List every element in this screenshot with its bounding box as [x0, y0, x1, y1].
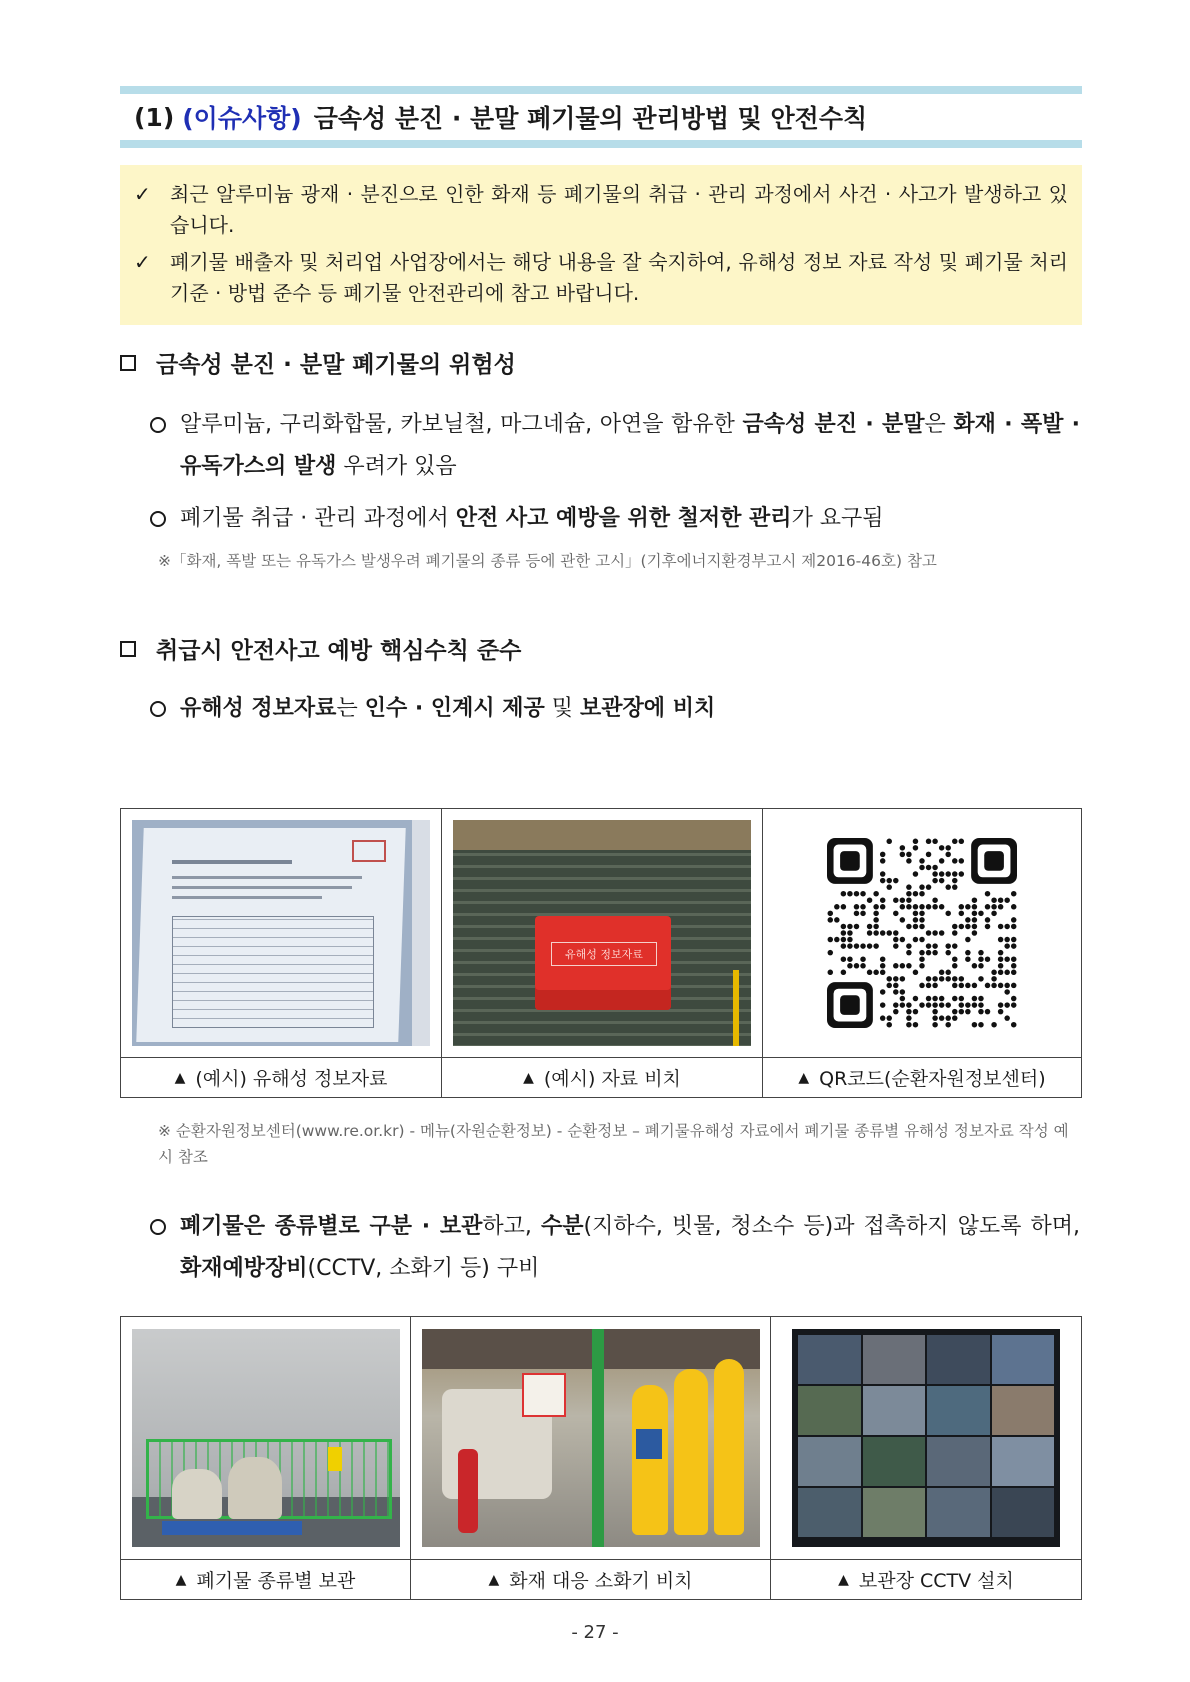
- bullet-hazard-materials: [150, 404, 1080, 488]
- title-bottom-rule: [120, 140, 1082, 148]
- triangle-icon: ▲: [798, 1069, 810, 1086]
- triangle-icon: ▲: [175, 1571, 187, 1588]
- section-heading-hazard: [120, 346, 516, 379]
- caption-row: [121, 1559, 1081, 1599]
- circle-bullet-icon: [150, 1219, 166, 1235]
- photo-caption: ▲ (예시) 자료 비치: [442, 1058, 763, 1097]
- bullet-text: 알루미늄, 구리화합물, 카보닐철, 마그네슘, 아연을 함유한 금속성 분진 · 분말은 화재 · 폭발 · 유독가스의 발생 우려가 있음: [180, 412, 1081, 479]
- red-box-label: 유해성 정보자료: [551, 942, 657, 966]
- photo-cell: [442, 809, 763, 1057]
- photo-row: [121, 1317, 1081, 1559]
- page-number: - 27 -: [571, 1622, 619, 1643]
- qr-code-icon: [804, 838, 1040, 1028]
- notice-item: [134, 247, 1068, 309]
- notice-text: 최근 알루미늄 광재 · 분진으로 인한 화재 등 폐기물의 취급 · 관리 과정에서 사건 · 사고가 발생하고 있습니다.: [170, 182, 1068, 237]
- photo-table-storage: [120, 1316, 1082, 1600]
- photo-cell: [411, 1317, 771, 1559]
- triangle-icon: ▲: [838, 1571, 849, 1588]
- title-issue-label: (이슈사항): [182, 104, 302, 133]
- section-heading-text: 취급시 안전사고 예방 핵심수칙 준수: [156, 638, 522, 664]
- caption-row: [121, 1057, 1081, 1097]
- triangle-icon: ▲: [174, 1069, 186, 1086]
- square-bullet-icon: [120, 355, 136, 371]
- triangle-icon: ▲: [523, 1069, 534, 1086]
- photo-caption: ▲ 보관장 CCTV 설치: [838, 1570, 1014, 1592]
- page-title: [120, 94, 1082, 140]
- bullet-management-required: [150, 498, 1080, 540]
- bullet-hazard-info: [150, 688, 1080, 730]
- fire-extinguisher-photo: [422, 1329, 760, 1547]
- cctv-monitor-photo: [792, 1329, 1060, 1547]
- photo-caption: ▲ (예시) 유해성 정보자료: [121, 1058, 442, 1097]
- reference-note: ※「화재, 폭발 또는 유독가스 발생우려 폐기물의 종류 등에 관한 고시」(기후에너지환경부고시 제2016-46호) 참고: [158, 552, 937, 570]
- bullet-separate-storage: [150, 1206, 1080, 1290]
- photo-caption: ▲ 화재 대응 소화기 비치: [411, 1560, 771, 1599]
- title-top-rule: [120, 86, 1082, 94]
- reference-note-website: ※ 순환자원정보센터(www.re.or.kr) - 메뉴(자원순환정보) - 순환정보 – 폐기물유해성 자료에서 폐기물 종류별 유해성 정보자료 작성 예시 참조: [158, 1122, 1069, 1166]
- waste-storage-photo: [132, 1329, 400, 1547]
- photo-table-hazard-info: [120, 808, 1082, 1098]
- checkmark-icon: ✓: [134, 250, 151, 274]
- title-number: (1): [134, 102, 175, 132]
- section-heading-safety-rules: [120, 632, 521, 665]
- checkmark-icon: ✓: [134, 182, 151, 206]
- photo-caption: ▲ 폐기물 종류별 보관: [121, 1560, 411, 1599]
- circle-bullet-icon: [150, 511, 166, 527]
- title-text: 금속성 분진 · 분말 폐기물의 관리방법 및 안전수칙: [313, 104, 868, 133]
- document-storage-box-photo: [453, 820, 751, 1046]
- notice-text: 폐기물 배출자 및 처리업 사업장에서는 해당 내용을 잘 숙지하여, 유해성 정보 자료 작성 및 폐기물 처리기준 · 방법 준수 등 폐기물 안전관리에 참고 바랍니다.: [170, 250, 1068, 305]
- bullet-text: 유해성 정보자료는 인수 · 인계시 제공 및 보관장에 비치: [180, 696, 716, 721]
- square-bullet-icon: [120, 641, 136, 657]
- hazard-info-document-photo: [132, 820, 430, 1046]
- section-heading-text: 금속성 분진 · 분말 폐기물의 위험성: [156, 352, 516, 378]
- bullet-text: 폐기물 취급 · 관리 과정에서 안전 사고 예방을 위한 철저한 관리가 요구됨: [180, 506, 884, 531]
- photo-row: [121, 809, 1081, 1057]
- photo-caption: ▲ QR코드(순환자원정보센터): [798, 1068, 1046, 1090]
- section-title-band: [120, 86, 1082, 148]
- bullet-text: 폐기물은 종류별로 구분 · 보관하고, 수분(지하수, 빗물, 청소수 등)과 접촉하지 않도록 하며, 화재예방장비(CCTV, 소화기 등) 구비: [180, 1214, 1080, 1281]
- circle-bullet-icon: [150, 701, 166, 717]
- photo-cell: [771, 1317, 1081, 1559]
- notice-box: [120, 165, 1082, 325]
- photo-cell: [763, 809, 1081, 1057]
- photo-cell: [121, 809, 442, 1057]
- circle-bullet-icon: [150, 417, 166, 433]
- photo-cell: [121, 1317, 411, 1559]
- notice-item: [134, 179, 1068, 241]
- triangle-icon: ▲: [488, 1571, 500, 1588]
